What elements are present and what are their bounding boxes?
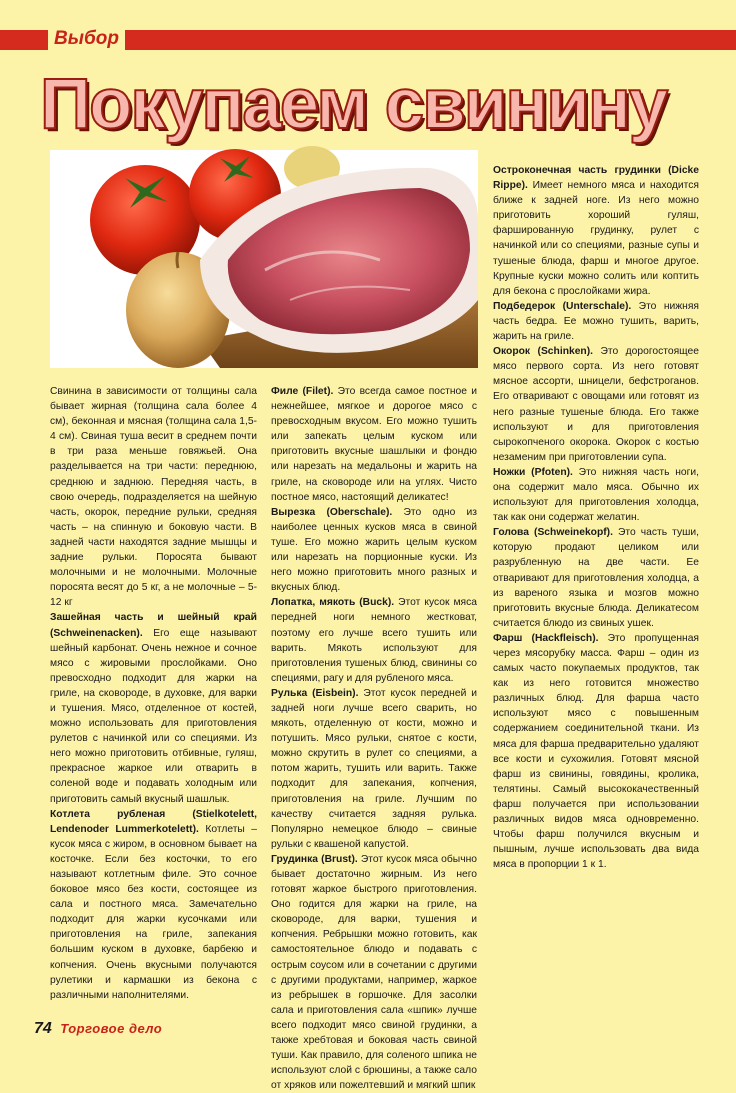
cut-name: Вырезка (Oberschale). [271,506,393,518]
paragraph-text: Свинина в зависимости от толщины сала бывает жирная (толщина сала более 4 см), беконная и мясная (толщина сала 1,5-4 см). Свиная туша весит в среднем почти в три раза меньше говяжьей. Она разделывается на три части: переднюю, среднюю и заднюю. Передняя часть, в свою очередь, подразделяется на шейную часть, окорок, передние рульки, средняя часть – на спинную и боковую части. В задней части находятся задние мышцы и задние рульки. Поросята бывают молочными и не молочными. Молочные поросята весят до 5 кг, а не молочные – 5-12 кг [50,386,257,609]
cut-name: Голова (Schweinekopf). [493,527,613,539]
cut-name: Лопатка, мякоть (Buck). [271,597,395,609]
paragraph-text: Котлеты – кусок мяса с жиром, в основном бывает на косточке. Если без косточки, то его называют котлетным филе. Это сочное боковое мясо без кости, состоящее из сала и постного мяса. Замечательно подходит для жарки кусочками или приготовления на гриле, запекания большим куском в духовке, барбекю и копчения. Очень вкусными получаются рулетики и кармашки из бекона с различными наполнителями. [50,823,257,1001]
page-number: 74 [34,1020,52,1037]
cut-name: Ножки (Pfoten). [493,466,573,478]
article-column-3 [493,163,699,1005]
article-column-1 [50,384,257,1004]
paragraph-text: Этот кусок мяса обычно бывает достаточно жирным. Из него готовят жаркое быстрого приготовления. Оно годится для жарки на гриле, на сковороде, для варки, тушения и копчения. Ребрышки можно готовить, как самостоятельное блюдо и подавать с острым соусом или в сочетании с другими с другими продуктами, например, жаркое из ребрышек в горшочке. Для засолки сала и приготовления сала «шпик» лучше всего подходит мясо свиной грудинки, а также хребтовая и боковая часть свиной туши. Как правило, для соленого шпика не используют слой с брюшины, а также сало от хряков или пожелтевший и мягкий шпик [271,853,477,1092]
article-paragraph [50,610,257,806]
paragraph-text: Его еще называют шейный карбонат. Очень нежное и сочное мясо с жировыми прослойками. Оно превосходно подходит для жарки на гриле, на сковороде, в духовке, для варки и тушения. Мясо, отделенное от костей, можно использовать для приготовления рулетов с начинкой или со специями. Из него можно приготовить отбивные, гуляш, прекрасное жаркое или отварить в соленой воде и подавать холодным или приготовить самый вкусный шашлык. [50,627,257,805]
article-paragraph [493,299,699,344]
article-paragraph [493,465,699,525]
cut-name: Рулька (Eisbein). [271,687,359,699]
article-paragraph [493,525,699,631]
cut-name: Фарш (Hackfleisch). [493,632,599,644]
article-paragraph [271,505,477,596]
cut-name: Котлета рубленая (Stielkotelett, Lendenoder Lummerkotelett). [50,808,257,835]
article-paragraph [493,631,699,873]
paragraph-text: Это нижняя часть бедра. Ее можно тушить, варить, жарить на гриле. [493,300,699,343]
paragraph-text: Имеет немного мяса и находится ближе к задней ноге. Из него можно приготовить хороший гуляш, фаршированную грудинку, рулет с начинкой или со специями, разные супы и тушеные блюда, фарш и многое другое. Крупные куски можно солить или коптить для бекона с прослойками жира. [493,180,699,297]
article-paragraph [50,807,257,1003]
section-label: Выбор [48,27,125,51]
cut-name: Окорок (Schinken). [493,346,594,358]
paragraph-text: Этот кусок мяса передней ноги немного жестковат, поэтому его лучше всего тушить или варить. Мякоть используют для приготовления тушеных блюд, свинины со специями, рагу и для рубленого мяса. [271,597,477,684]
pork-meat-with-vegetables-photo [50,150,478,368]
article-column-2 [271,384,477,1092]
cut-name: Подбедерок (Unterschale). [493,300,632,312]
paragraph-text: Это одно из наиболее ценных кусков мяса в свиной туше. Его можно жарить целым куском или нарезать на порционные куски. Из него можно приготовить много разных и вкусных блюд. [271,506,477,594]
article-paragraph [271,852,477,1093]
paragraph-text: Это часть туши, которую продают целиком или разрубленную на две части. Ее отваривают для приготовления холодца, а из вареного языка и мозгов можно приготовить вкусные блюда. Деликатесом считается блюдо из свиных ушек. [493,527,699,629]
article-paragraph [493,163,699,299]
paragraph-text: Это всегда самое постное и нежнейшее, мягкое и дорогое мясо с превосходным вкусом. Его можно тушить или запекать целым куском или приготовить вкусные шашлыки и фондю или нарезать на медальоны и жарить на гриле, на сковороде или на углях. Чисто постное мясо, настоящий деликатес! [271,386,477,503]
page-title: Покупаем свинину [40,65,667,144]
article-paragraph [493,344,699,465]
article-paragraph [271,595,477,686]
page-footer [34,1020,162,1038]
article-paragraph [50,384,257,610]
cut-name: Грудинка (Brust). [271,853,358,865]
cut-name: Зашейная часть и шейный край (Schweinenacken). [50,612,257,639]
cut-name: Остроконечная часть грудинки (Dicke Rippe). [493,165,699,192]
cut-name: Филе (Filet). [271,386,334,397]
paragraph-text: Это пропущенная через мясорубку масса. Фарш – один из самых часто покупаемых продуктов, так как из него готовится множество различных блюд. Для фарша часто используют мясо с повышенным содержанием соединительной ткани. Из мяса для фарша предварительно удаляют все кости и сухожилия. Готовят мясной фарш из свинины, говядины, кролика, телятины. Самый высококачественный фарш получается при использовании различных видов мяса одновременно. Чтобы фарш получился вкусным и пышным, лучше использовать два вида мяса в пропорции 1 к 1. [493,632,699,871]
paragraph-text: Это дорогостоящее мясо первого сорта. Из него готовят мясное ассорти, шницели, бефстроганов. Его отваривают с овощами или готовят из него разные тушеные блюда. Его также используют и для приготовления сырокопченого окорока. Окорок с костью незаменим при приготовлении супа. [493,346,699,463]
magazine-name: Торговое дело [60,1021,163,1036]
paragraph-text: Этот кусок передней и задней ноги лучше всего сварить, но мякоть, отделенную от кости, можно и потушить. Мясо рульки, снятое с кости, можно скрутить в рулет со специями, а потом жарить, тушить или варить. Также подходит для запекания, копчения, приготовления на гриле. Лучшим по качеству считается задняя рулька. Популярно немецкое блюдо – свиные рульки с квашеной капустой. [271,687,477,850]
article-paragraph [271,686,477,852]
article-paragraph [271,384,477,505]
paragraph-text: Это нижняя часть ноги, она содержит мало мяса. Обычно их используют для приготовления холодца, так как они содержат желатин. [493,466,699,524]
